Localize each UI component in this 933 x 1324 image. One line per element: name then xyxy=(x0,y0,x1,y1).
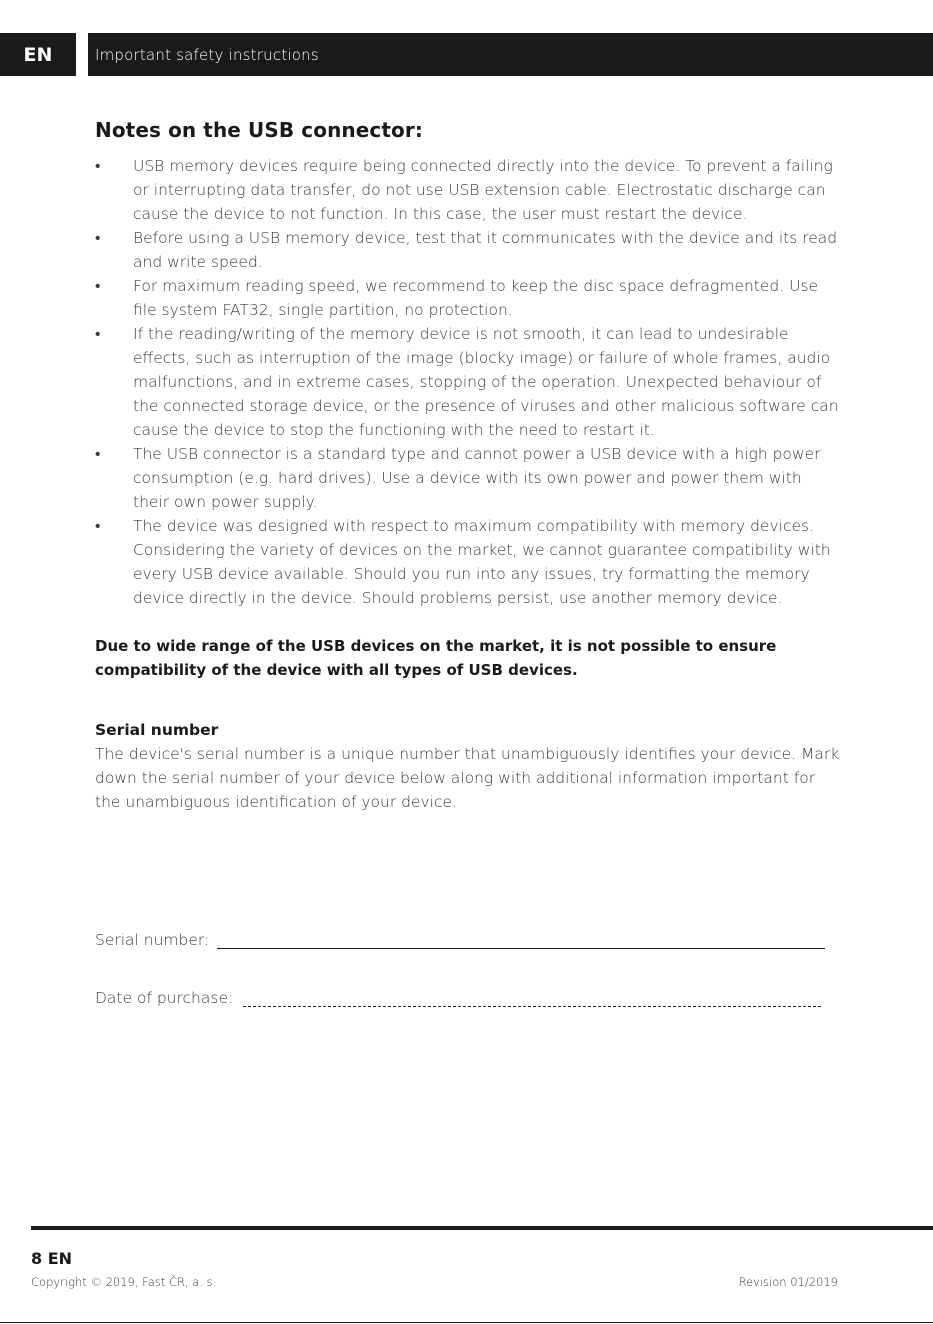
list-item-text: Before using a USB memory device, test that it communicates with the device and its read and write speed. xyxy=(133,229,838,271)
purchase-date-field[interactable] xyxy=(243,990,821,1007)
bottom-rule xyxy=(0,1322,933,1323)
usb-notes-list xyxy=(95,154,840,610)
list-item xyxy=(95,154,840,226)
bullet-icon: • xyxy=(95,229,101,247)
list-item xyxy=(95,226,840,274)
purchase-date-label: Date of purchase: xyxy=(95,989,234,1007)
main-content xyxy=(95,118,840,814)
header-bar xyxy=(0,33,933,76)
language-tab: EN xyxy=(23,43,53,66)
bullet-icon: • xyxy=(95,277,101,295)
page-number: 8 EN xyxy=(31,1249,73,1268)
compatibility-note: Due to wide range of the USB devices on the market, it is not possible to ensure compatibility of the device with all types of USB devices. xyxy=(95,637,777,679)
list-item xyxy=(95,322,840,442)
list-item-text: If the reading/writing of the memory device is not smooth, it can lead to undesirable effects, such as interruption of the image (blocky image) or failure of whole frames, audio malfunctions, and in extreme cases, stopping of the operation. Unexpected behaviour of the connected storage device, or the presence of viruses and other malicious software can cause the device to stop the functioning with the need to restart it. xyxy=(133,325,839,439)
header-divider xyxy=(76,33,88,76)
bullet-icon: • xyxy=(95,517,101,535)
bullet-icon: • xyxy=(95,157,101,175)
serial-number-label: Serial number: xyxy=(95,931,210,949)
usb-notes-heading: Notes on the USB connector: xyxy=(95,118,423,142)
bullet-icon: • xyxy=(95,325,101,343)
list-item xyxy=(95,442,840,514)
bullet-icon: • xyxy=(95,445,101,463)
list-item-text: The USB connector is a standard type and cannot power a USB device with a high power consumption (e.g. hard drives). Use a device with its own power and power them with their own power supply. xyxy=(133,445,821,511)
list-item xyxy=(95,274,840,322)
section-title: Important safety instructions xyxy=(95,45,319,64)
serial-number-heading: Serial number xyxy=(95,721,219,739)
list-item-text: For maximum reading speed, we recommend to keep the disc space defragmented. Use file system FAT32, single partition, no protection. xyxy=(133,277,819,319)
revision-text: Revision 01/2019 xyxy=(738,1275,838,1289)
serial-number-row xyxy=(95,930,825,949)
list-item-text: USB memory devices require being connected directly into the device. To prevent a failing or interrupting data transfer, do not use USB extension cable. Electrostatic discharge can cause the device to not function. In this case, the user must restart the device. xyxy=(133,157,833,223)
copyright-text: Copyright © 2019, Fast ČR, a. s. xyxy=(31,1275,217,1289)
footer-rule xyxy=(31,1226,933,1230)
serial-number-field[interactable] xyxy=(217,930,825,949)
serial-number-text: The device's serial number is a unique number that unambiguously identifies your device. Mark down the serial number of your device below along with additional information important for the unambiguous identification of your device. xyxy=(95,745,840,811)
list-item-text: The device was designed with respect to maximum compatibility with memory devices. Considering the variety of devices on the market, we cannot guarantee compatibility with every USB device available. Should you run into any issues, try formatting the memory device directly in the device. Should problems persist, use another memory device. xyxy=(133,517,831,607)
purchase-date-row xyxy=(95,989,821,1007)
list-item xyxy=(95,514,840,610)
